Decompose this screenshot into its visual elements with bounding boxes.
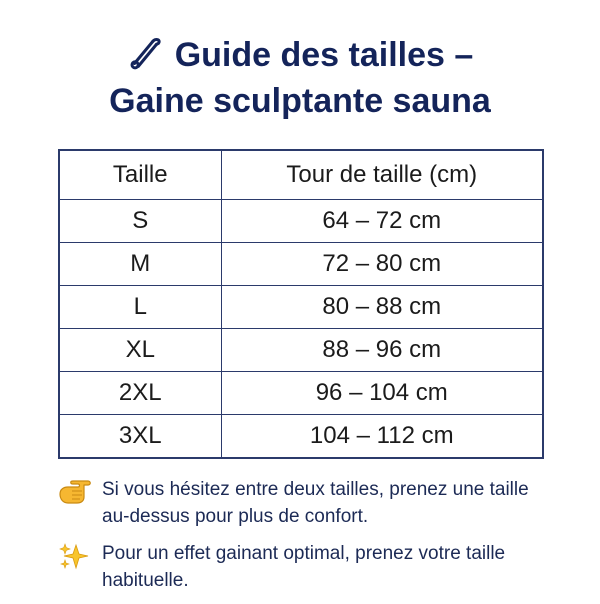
size-cell: 2XL (59, 372, 221, 415)
waist-cell: 104 – 112 cm (221, 415, 543, 459)
title-text-1: Guide des tailles – (174, 36, 474, 74)
table-row (59, 286, 543, 329)
tip-text: Si vous hésitez entre deux tailles, prenez une taille au-dessus pour plus de confort. (102, 479, 529, 527)
column-header-size: Taille (59, 150, 221, 200)
table-row (59, 243, 543, 286)
size-cell: L (59, 286, 221, 329)
page-title (0, 32, 600, 124)
waist-cell: 64 – 72 cm (221, 200, 543, 243)
sparkles-icon (58, 542, 92, 570)
size-cell: 3XL (59, 415, 221, 459)
tip-item (58, 476, 558, 530)
tip-item (58, 540, 558, 594)
title-line-1 (0, 32, 600, 78)
waist-cell: 96 – 104 cm (221, 372, 543, 415)
waist-cell: 80 – 88 cm (221, 286, 543, 329)
pointing-hand-icon (58, 478, 92, 506)
waist-cell: 88 – 96 cm (221, 329, 543, 372)
size-cell: S (59, 200, 221, 243)
size-cell: XL (59, 329, 221, 372)
table-row (59, 372, 543, 415)
column-header-waist: Tour de taille (cm) (221, 150, 543, 200)
title-line-2: Gaine sculptante sauna (109, 82, 491, 120)
tips-list (58, 476, 558, 604)
size-table (58, 149, 544, 459)
table-row (59, 415, 543, 459)
tip-text: Pour un effet gainant optimal, prenez votre taille habituelle. (102, 543, 506, 591)
table-header-row (59, 150, 543, 200)
safety-pin-icon (127, 33, 165, 71)
size-cell: M (59, 243, 221, 286)
waist-cell: 72 – 80 cm (221, 243, 543, 286)
table-row (59, 200, 543, 243)
table-row (59, 329, 543, 372)
